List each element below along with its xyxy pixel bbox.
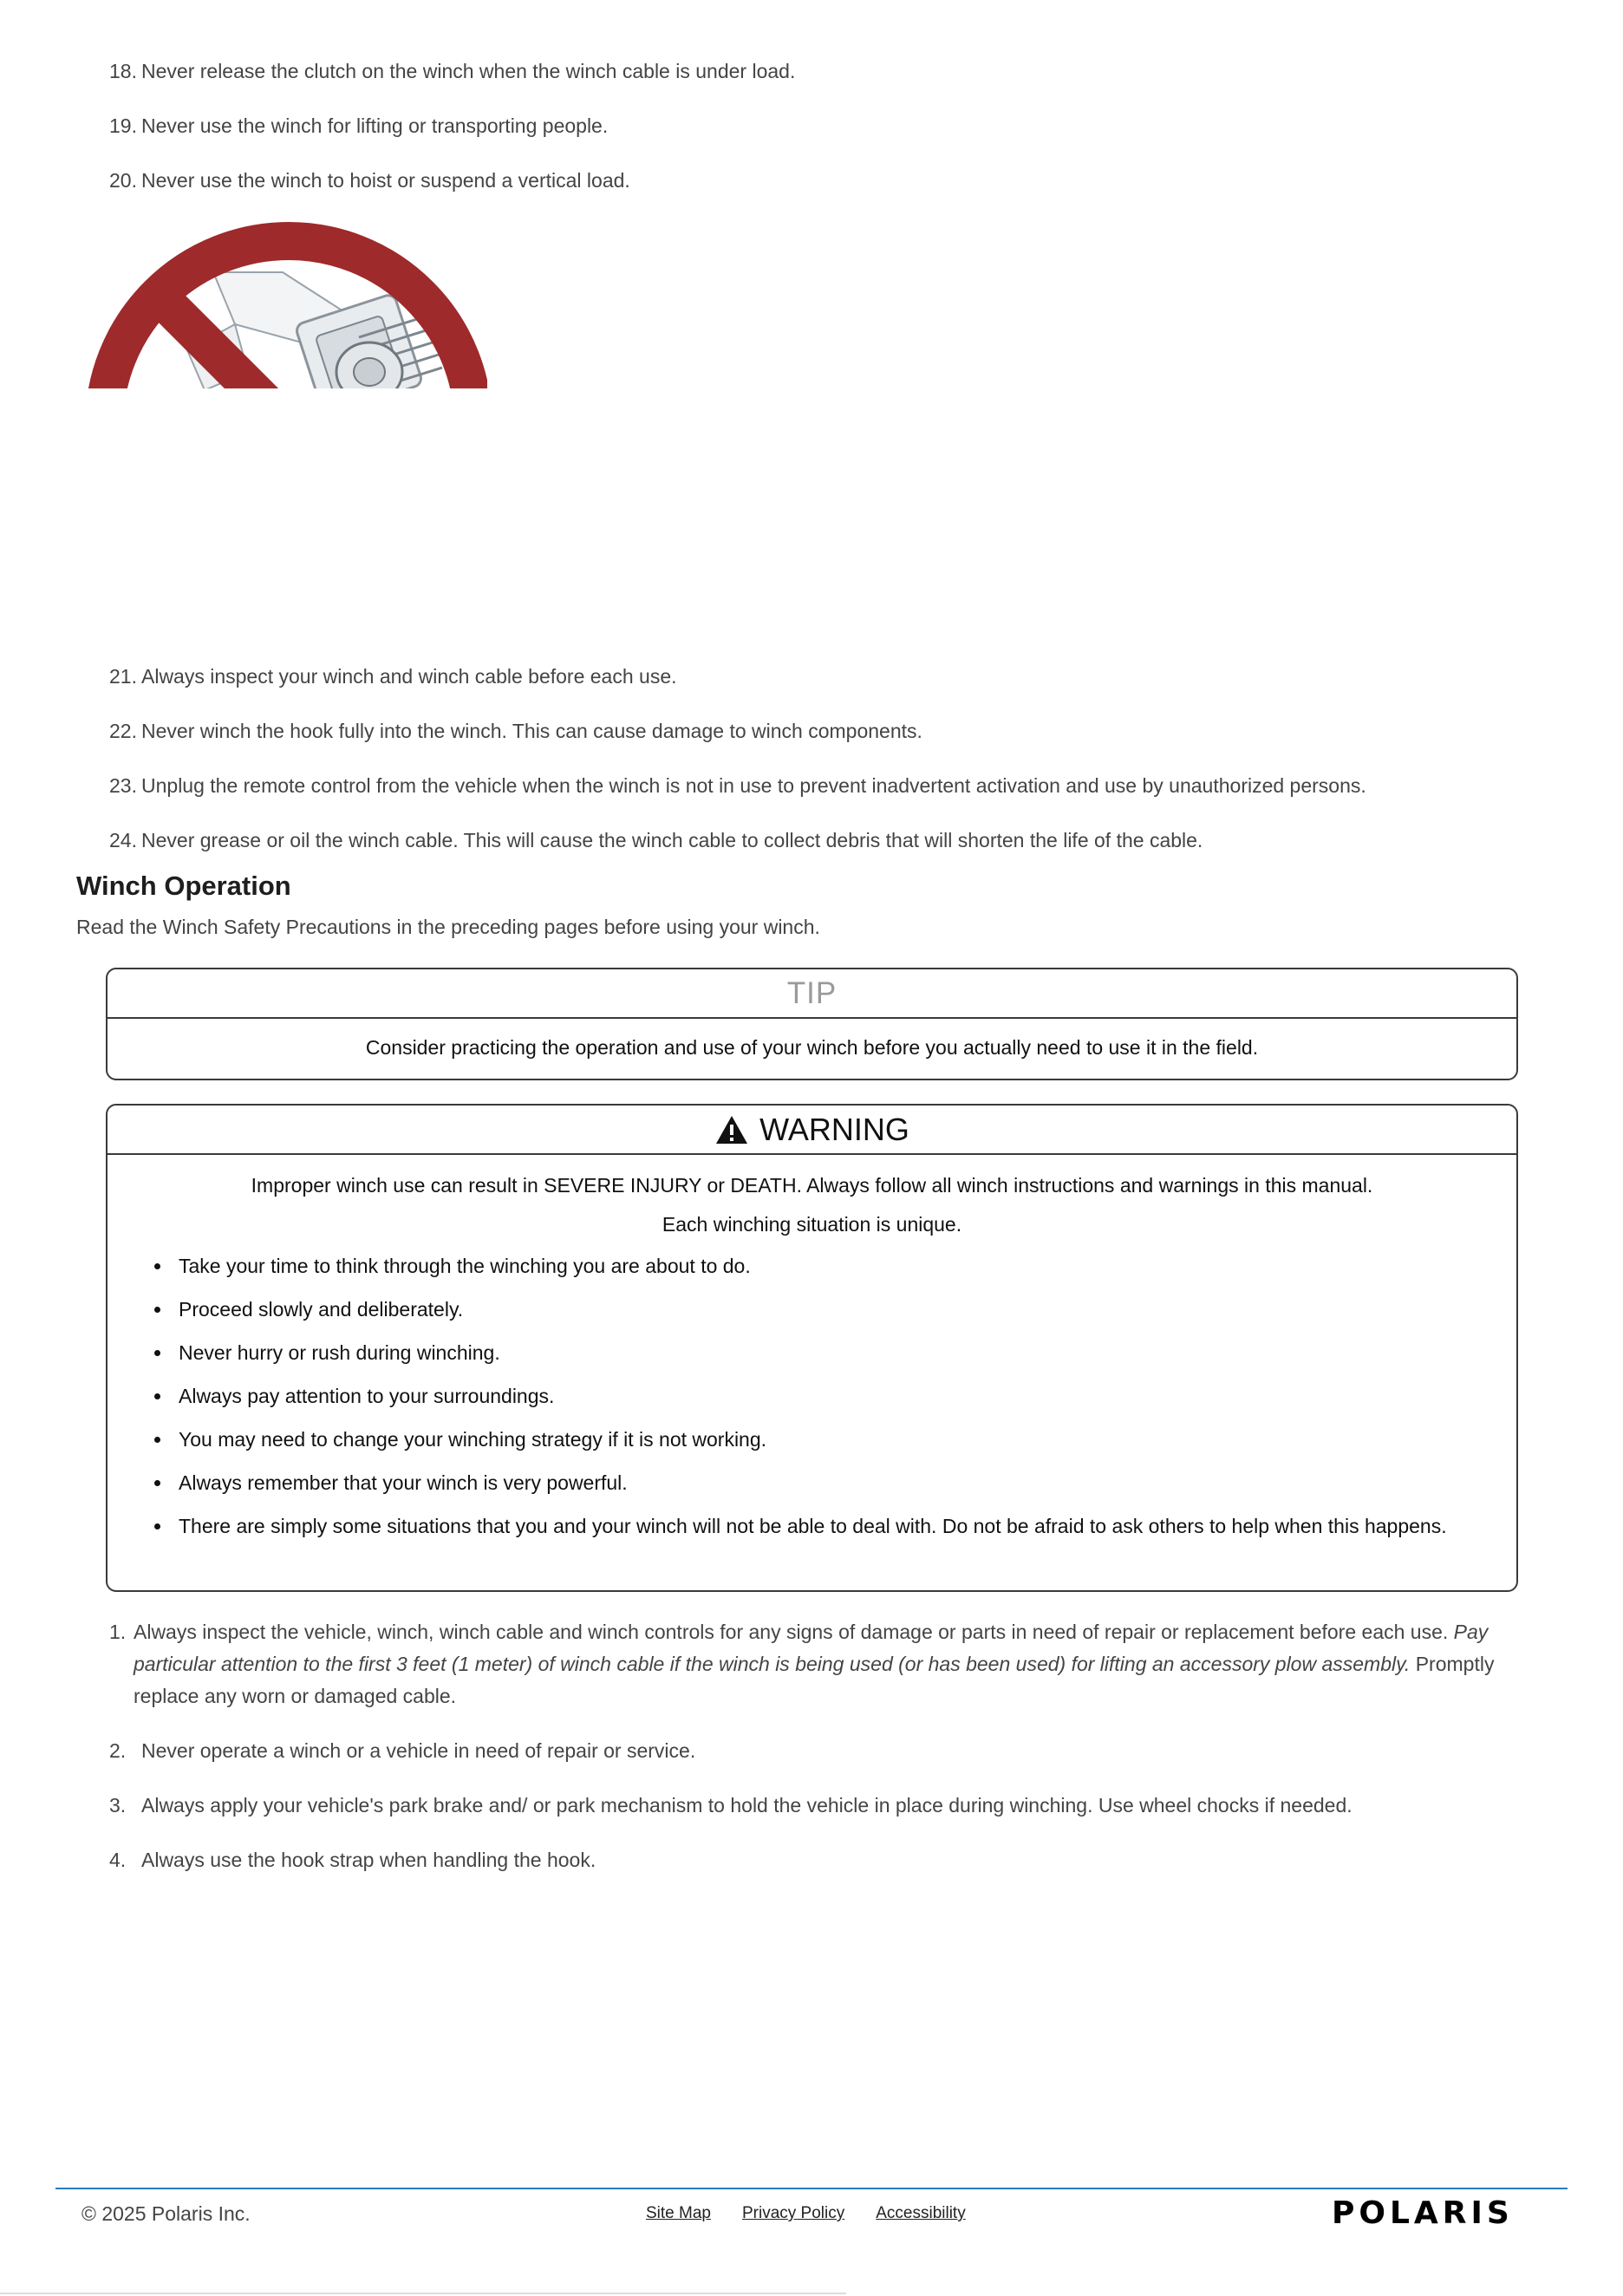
list-number: 21. (109, 665, 137, 688)
warning-bullet-list (108, 1252, 1516, 1540)
list-item (109, 110, 1531, 142)
list-text: Never use the winch to hoist or suspend a vertical load. (141, 169, 630, 192)
list-text: Always use the hook strap when handling the hook. (141, 1849, 596, 1871)
footer-link-privacy-policy[interactable]: Privacy Policy (741, 2204, 845, 2222)
list-number: 4. (109, 1849, 127, 1871)
list-text-part: Always inspect the vehicle, winch, winch cable and winch controls for any signs of damage or parts in need of repair or replacement before each use. (134, 1621, 1454, 1643)
warning-statement: Improper winch use can result in SEVERE INJURY or DEATH. Always follow all winch instructions and warnings in this manual. (251, 1174, 1373, 1197)
list-text: Never release the clutch on the winch when the winch cable is under load. (141, 60, 796, 82)
list-item (109, 661, 1566, 693)
warning-bullet: Always remember that your winch is very powerful. (153, 1469, 1516, 1497)
list-text: Never winch the hook fully into the winch. This can cause damage to winch components. (141, 720, 922, 742)
list-number: 19. (109, 114, 137, 137)
list-item (109, 1790, 1548, 1822)
list-item (109, 1735, 1548, 1767)
list-number: 3. (109, 1794, 127, 1817)
list-number: 20. (109, 169, 137, 192)
list-text: Unplug the remote control from the vehicle when the winch is not in use to prevent inadvertent activation and use by unauthorized persons. (141, 774, 1366, 797)
section-title: Winch Operation (76, 871, 291, 901)
list-item (109, 1616, 1548, 1712)
tip-title: TIP (786, 975, 838, 1010)
list-text-emphasis: Pay particular attention to the first 3 feet (1 meter) of winch cable if the winch is being used (or has been used) for lifting an accessory plow assembly. (134, 1621, 1489, 1675)
warning-bullet: Proceed slowly and deliberately. (153, 1295, 1516, 1323)
footer-link-accessibility[interactable]: Accessibility (876, 2204, 966, 2222)
list-text-part: Promptly replace any worn or damaged cable. (134, 1653, 1495, 1707)
list-number: 22. (109, 720, 137, 742)
footer-links (646, 2204, 966, 2223)
list-item (109, 715, 1566, 747)
warning-callout (106, 1104, 1518, 1592)
warning-bullet: Take your time to think through the winching you are about to do. (153, 1252, 1516, 1280)
footer-divider (55, 2188, 1568, 2189)
list-item (109, 165, 1531, 197)
list-text: Always inspect your winch and winch cable before each use. (141, 665, 677, 688)
page-edge-rule (0, 2293, 846, 2294)
polaris-logo[interactable] (1332, 2195, 1540, 2233)
tip-body: Consider practicing the operation and use of your winch before you actually need to use it in the field. (365, 1036, 1259, 1059)
list-text: Never use the winch for lifting or transporting people. (141, 114, 609, 137)
list-number: 2. (109, 1739, 127, 1762)
footer-copyright: © 2025 Polaris Inc. (81, 2202, 251, 2225)
warning-triangle-icon (714, 1114, 749, 1145)
list-text: Always apply your vehicle's park brake and/ or park mechanism to hold the vehicle in place during winching. Use wheel chocks if needed. (141, 1794, 1352, 1817)
list-number: 23. (109, 774, 137, 797)
list-text: Never grease or oil the winch cable. This will cause the winch cable to collect debris that will shorten the life of the cable. (141, 829, 1203, 851)
list-item (109, 55, 1531, 88)
list-text (109, 1616, 1548, 1712)
tip-header (108, 969, 1516, 1019)
warning-bullet: Always pay attention to your surroundings. (153, 1382, 1516, 1410)
list-number: 1. (109, 1621, 127, 1643)
warning-bullet: There are simply some situations that you and your winch will not be able to deal with. Do not be afraid to ask others to help when this happens. (153, 1512, 1516, 1540)
safety-list-middle (109, 661, 1566, 879)
list-number: 18. (109, 60, 137, 82)
list-item (109, 825, 1566, 857)
operation-steps-list (109, 1616, 1548, 1899)
footer-link-site-map[interactable]: Site Map (646, 2204, 711, 2222)
list-item (109, 1844, 1548, 1876)
warning-title: WARNING (759, 1111, 909, 1147)
safety-list-top (109, 55, 1531, 219)
brand-wordmark: POLARIS (1332, 2195, 1514, 2231)
list-item (109, 770, 1566, 802)
list-text: Never operate a winch or a vehicle in need of repair or service. (141, 1739, 696, 1762)
list-number: 24. (109, 829, 137, 851)
section-intro: Read the Winch Safety Precautions in the preceding pages before using your winch. (76, 916, 820, 938)
tip-callout (106, 968, 1518, 1080)
warning-subline: Each winching situation is unique. (662, 1213, 962, 1236)
warning-bullet: You may need to change your winching strategy if it is not working. (153, 1425, 1516, 1453)
no-vertical-lift-icon (83, 220, 487, 390)
warning-bullet: Never hurry or rush during winching. (153, 1339, 1516, 1367)
warning-header (108, 1106, 1516, 1155)
